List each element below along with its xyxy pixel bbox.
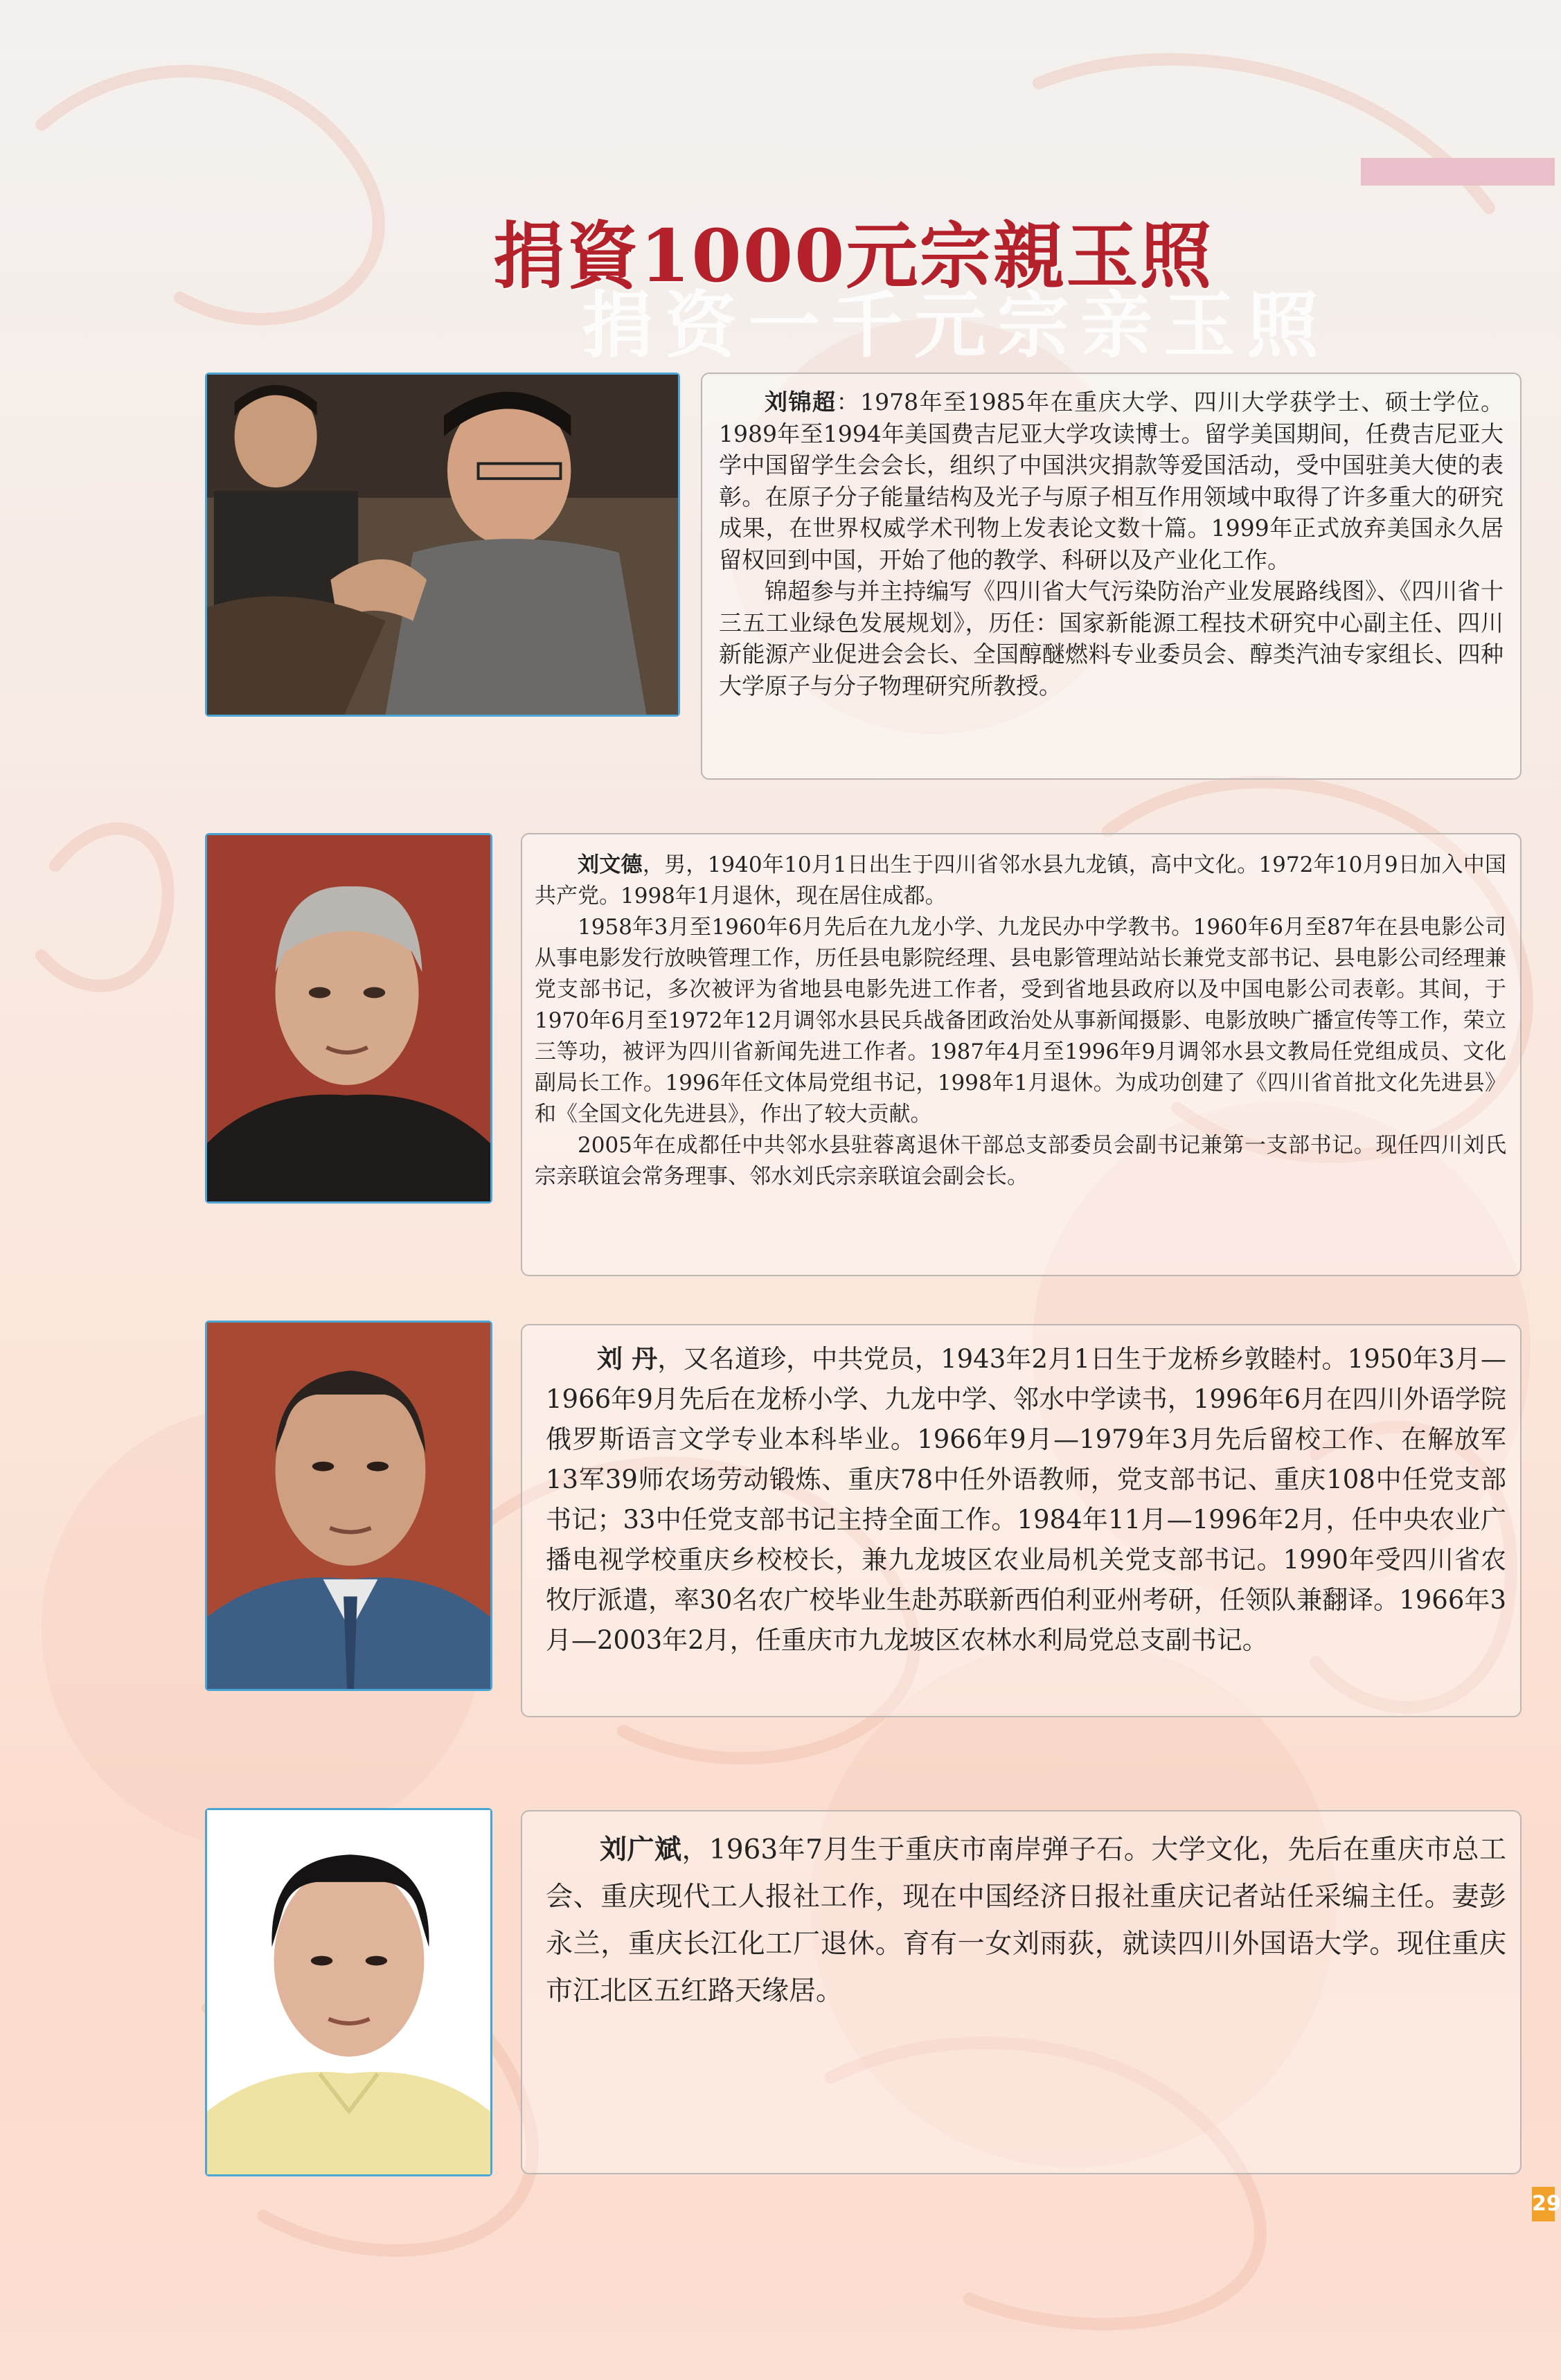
portrait-photo-liu-jinchao xyxy=(205,373,680,717)
page-title-echo: 捐资一千元宗亲玉照 xyxy=(582,283,1330,368)
bio-paragraph: 刘文德，男，1940年10月1日出生于四川省邻水县九龙镇，高中文化。1972年10月9日加入中国共产党。1998年1月退休，现在居住成都。 xyxy=(535,852,1507,909)
bio-paragraph: 2005年在成都任中共邻水县驻蓉离退休干部总支部委员会副书记兼第一支部书记。现任四川刘氏宗亲联谊会常务理事、邻水刘氏宗亲联谊会副会长。 xyxy=(535,1133,1506,1189)
page-title: 捐資1000元宗親玉照 xyxy=(493,213,1213,298)
portrait-photo-liu-wende xyxy=(205,833,492,1204)
portrait-photo-liu-dan xyxy=(205,1321,492,1691)
portrait-photo-liu-guangbin xyxy=(205,1808,492,2176)
bio-paragraph: 1958年3月至1960年6月先后在九龙小学、九龙民办中学教书。1960年6月至87年在县电影公司从事电影发行放映管理工作，历任县电影院经理、县电影管理站站长兼党支部书记、县电影公司经理兼党支部书记，多次被评为省地县电影先进工作者，受到省地县政府以及中国电影公司表彰。其间，于1970年6月至1972年12月调邻水县民兵战备团政治处从事新闻摄影、电影放映广播宣传等工作，荣立三等功，被评为四川省新闻先进工作者。1987年4月至1996年9月调邻水县文教局任党组成员、文化副局长工作。1996年任文体局党组书记，1998年1月退休。为成功创建了《四川省首批文化先进县》和《全国文化先进县》，作出了较大贡献。 xyxy=(535,915,1506,1127)
person-name: 刘 丹 xyxy=(597,1344,658,1374)
bio-paragraph: 刘广斌，1963年7月生于重庆市南岸弹子石。大学文化，先后在重庆市总工会、重庆现代工人报社工作，现在中国经济日报社重庆记者站任采编主任。妻彭永兰，重庆长江化工厂退休。育有一女刘雨荻，就读四川外国语大学。现住重庆市江北区五红路天缘居。 xyxy=(546,1834,1506,2007)
person-name: 刘锦超 xyxy=(765,388,837,415)
page-number: 29 xyxy=(1532,2187,1555,2221)
bio-paragraph: 刘锦超：1978年至1985年在重庆大学、四川大学获学士、硕士学位。1989年至1994年美国费吉尼亚大学攻读博士。留学美国期间，任费吉尼亚大学中国留学生会会长，组织了中国洪灾捐款等爱国活动，受中国驻美大使的表彰。在原子分子能量结构及光子与原子相互作用领域中取得了许多重大的研究成果，在世界权威学术刊物上发表论文数十篇。1999年正式放弃美国永久居留权回到中国，开始了他的教学、科研以及产业化工作。 xyxy=(719,388,1504,573)
bio-paragraph: 刘 丹，又名道珍，中共党员，1943年2月1日生于龙桥乡敦睦村。1950年3月—1966年9月先后在龙桥小学、九龙中学、邻水中学读书，1996年6月在四川外语学院俄罗斯语言文学专业本科毕业。1966年9月—1979年3月先后留校工作、在解放军13军39师农场劳动锻炼、重庆78中任外语教师，党支部书记、重庆108中任党支部书记；33中任党支部书记主持全面工作。1984年11月—1996年2月，任中央农业广播电视学校重庆乡校校长，兼九龙坡区农业局机关党支部书记。1990年受四川省农牧厅派遣，率30名农广校毕业生赴苏联新西伯利亚州考研，任领队兼翻译。1966年3月—2003年2月，任重庆市九龙坡区农林水利局党总支副书记。 xyxy=(546,1344,1506,1655)
bio-box-liu-dan xyxy=(521,1324,1522,1717)
bio-box-liu-wende xyxy=(521,833,1522,1276)
person-name: 刘文德 xyxy=(578,852,643,877)
person-name: 刘广斌 xyxy=(600,1834,682,1865)
bio-box-liu-jinchao xyxy=(701,373,1522,780)
bio-box-liu-guangbin xyxy=(521,1810,1522,2174)
header-accent-bar xyxy=(1361,158,1555,186)
bio-paragraph: 锦超参与并主持编写《四川省大气污染防治产业发展路线图》、《四川省十三五工业绿色发展规划》，历任：国家新能源工程技术研究中心副主任、四川新能源产业促进会会长、全国醇醚燃料专业委员会、醇类汽油专家组长、四种大学原子与分子物理研究所教授。 xyxy=(719,578,1504,699)
